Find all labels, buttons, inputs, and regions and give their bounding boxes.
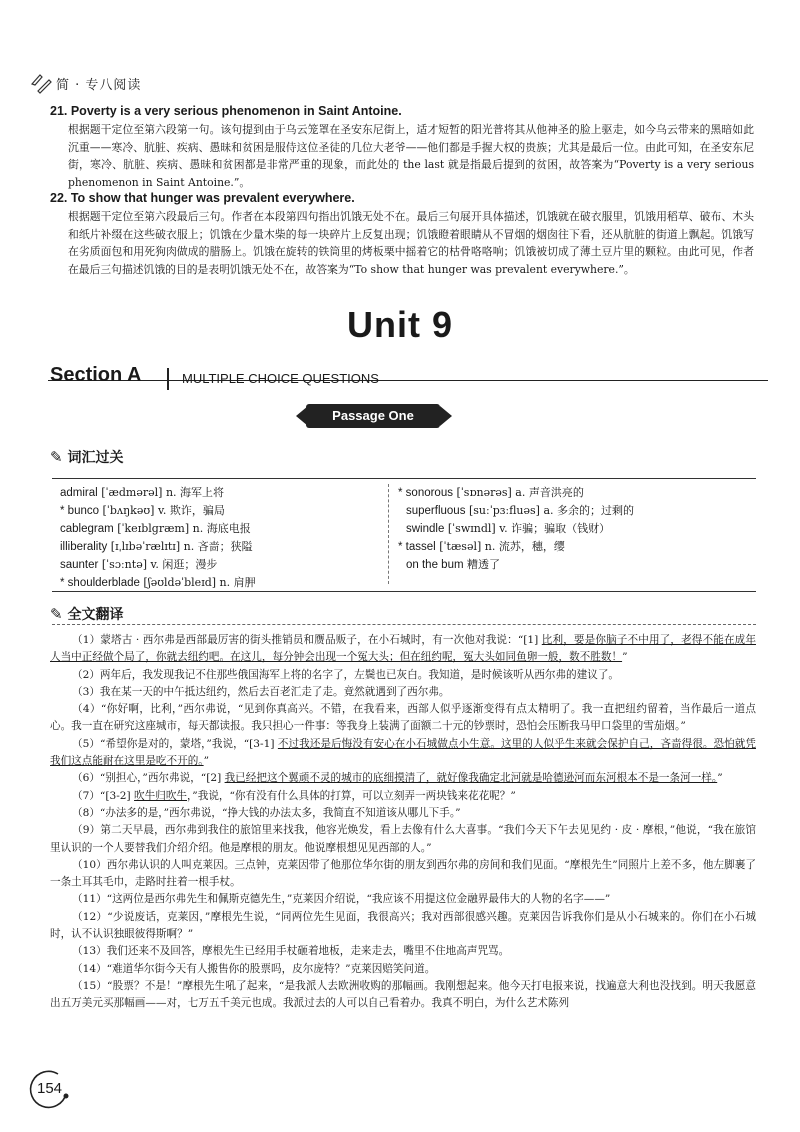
book-logo-icon [30,72,52,94]
question-21-title: 21. Poverty is a very serious phenomenon in Saint Antoine. [50,104,402,118]
page-number: 154 [37,1080,63,1097]
section-divider [48,380,768,381]
vocab-item: illiberality [ɪˌlɪbəˈrælɪtɪ] n. 吝啬；狭隘 [60,540,253,553]
vocab-heading: 词汇过关 [67,450,124,466]
vocab-item: superfluous [suːˈpɜːfluəs] a. 多余的；过剩的 [406,504,634,517]
pencil-icon: ✎ [50,448,63,466]
translation-heading: 全文翻译 [67,607,124,623]
question-22-explanation: 根据题干定位至第六段最后三句。作者在本段第四句指出饥饿无处不在。最后三句展开具体描述，饥饿就在破衣服里，饥饿用稻草、破布、木头和纸片补缀在这些破衣服上；饥饿在少量木柴的每一块碎片上反复出现；饥饿瞪着眼睛从不冒烟的烟囱往下看，还从肮脏的街道上飘起。饥饿写在劣质面包和用死狗肉做成的腊肠上。饥饿在旋转的铁筒里的烤板栗中摇着它的枯骨咯咯响；饥饿被切成了薄土豆片里的颗粒。由此可见，作者在最后三句描述饥饿的目的是表明饥饿无处不在，故答案为“To show that hunger was prevalent everywhere.”。 [68,210,754,276]
section-label: Section A [50,364,142,386]
question-21-explanation: 根据题干定位至第六段第一句。该句提到由于乌云笼罩在圣安东尼街上，适才短暂的阳光普将其从他神圣的脸上驱走，如今乌云带来的黑暗如此沉重——寒冷、肮脏、疾病、愚昧和贫困是服侍这位圣徒的几位大老爷——他们都是手握大权的贵族；尤其是最后一位。由此可知，在圣安东尼街，寒冷、肮脏、疾病、愚昧和贫困都是非常严重的现象，而此处的 the last 就是指最后提到的贫困，故答案为“Poverty is a very serious phenomenon in Saint Antoine.”。 [68,123,754,189]
paragraph: （15）“股票？不是！”摩根先生吼了起来，“是我派人去欧洲收购的那幅画。我刚想起来。他今天打电报来说，找遍意大利也没找到。明天我愿意出五万美元买那幅画——对，七万五千美元也成。我派过去的人可以自己看着办。我真不明白，为什么艺术陈列 [50,979,756,1010]
passage-banner: Passage One [306,404,440,428]
vocab-list-left [60,484,380,592]
vocab-item: * sonorous [ˈsɒnərəs] a. 声音洪亮的 [398,486,584,499]
vocab-item: * shoulderblade [ʃəʊldəˈbleɪd] n. 肩胛 [60,576,256,589]
vocab-item: swindle [ˈswɪndl] v. 诈骗；骗取（钱财） [406,522,611,535]
vocab-list-right [398,484,748,574]
paragraph: （11）“这两位是西尔弗先生和佩斯克德先生，”克莱因介绍说，“我应该不用提这位金融界最伟大的人物的名字——” [72,893,611,906]
pencil-icon: ✎ [50,605,63,623]
question-22-title: 22. To show that hunger was prevalent everywhere. [50,191,355,205]
translation-body [50,632,756,1013]
vocab-item: * bunco [ˈbʌŋkəʊ] v. 欺诈，骗局 [60,504,225,517]
paragraph: （13）我们还来不及回答，摩根先生已经用手杖砸着地板，走来走去，嘴里不住地高声咒骂。 [72,945,510,958]
vocab-item: admiral [ˈædmərəl] n. 海军上将 [60,486,225,499]
vocab-heading-row [50,447,123,467]
paragraph: （4）“你好啊，比利，”西尔弗说，“见到你真高兴。不错，在我看来，西部人似乎逐渐变得有点太精明了。我一直把纽约留着，当作最后一道点心。我一直在研究这座城市，每天都读报。我只担心一件事：等我身上装满了面额二十元的钞票时，恐怕会压断我马甲口袋里的雪茄烟。” [50,703,756,733]
translation-heading-row [50,604,123,624]
vocab-item: cablegram [ˈkeɪblgræm] n. 海底电报 [60,522,251,535]
passage-banner-right-arrow [440,406,452,426]
vocab-item: on the bum 糟透了 [406,558,501,571]
vocab-item: saunter [ˈsɔːntə] v. 闲逛；漫步 [60,558,218,571]
paragraph: （9）第二天早晨，西尔弗到我住的旅馆里来找我，他容光焕发，看上去像有什么大喜事。“我们今天下午去见见约 · 皮 · 摩根，”他说，“我在旅馆里认识的一个人要替我们介绍介绍。他是摩根的朋友。他说摩根想见见西部的人。” [50,824,756,854]
vocab-divider [388,484,389,584]
section-subtitle: MULTIPLE CHOICE QUESTIONS [182,371,379,386]
paragraph: （10）西尔弗认识的人叫克莱因。三点钟，克莱因带了他那位华尔街的朋友到西尔弗的房间和我们见面。“摩根先生”同照片上差不多，他左脚裹了一条土耳其毛巾，走路时拄着一根手杖。 [50,858,756,889]
paragraph: （3）我在某一天的中午抵达纽约，然后去百老汇走了走。竟然就遇到了西尔弗。 [72,685,450,698]
unit-title: Unit 9 [346,304,453,345]
paragraph: （8）“办法多的是，”西尔弗说，“挣大钱的办法太多，我简直不知道该从哪儿下手。” [72,806,461,819]
section-separator [167,368,169,390]
paragraph: （2）两年后，我发现我记不住那些俄国海军上将的名字了，左鬓也已灰白。我知道，是时候该听从西尔弗的建议了。 [72,668,620,681]
paragraph: （7）“[3-2] 吹牛归吹牛，”我说，“你有没有什么具体的打算，可以立刻弄一两块钱来花花呢？” [72,789,516,802]
paragraph: （1）蒙塔古 · 西尔弗是西部最厉害的街头推销员和赝品贩子，在小石城时，有一次他对我说：“[1] 比利，要是你脑子不中用了，老得不能在成年人当中正经做个局了，你就去纽约吧。在这儿，每分钟会出现一个冤大头；但在纽约呢，冤大头如同鱼卵一般，数不胜数！” [50,634,756,664]
paragraph: （12）“少说废话，克莱因，”摩根先生说，“同两位先生见面，我很高兴；我对西部很感兴趣。克莱因告诉我你们是从小石城来的。你们在小石城时，认不认识独眼彼得斯啊？” [50,910,756,941]
paragraph: （14）“难道华尔街今天有人搬售你的股票吗，皮尔庞特？”克莱因赔笑问道。 [72,962,436,975]
vocab-item: * tassel [ˈtæsəl] n. 流苏，穗，缨 [398,540,565,553]
paragraph: （6）“别担心，”西尔弗说，“[2] 我已经把这个翼顽不灵的城市的底细摸清了，就好像我确定北河就是哈德逊河而东河根本不是一条河一样。” [72,772,723,785]
dashed-divider [52,624,756,625]
header-title: 简 · 专八阅读 [56,78,142,93]
paragraph: （5）“希望你是对的，蒙塔，”我说，“[3-1] 不过我还是后悔没有安心在小石城做点小生意。这里的人似乎生来就会保护自己，吝啬得很。恐怕就凭我们这点能耐在这里是吃不开的。” [50,737,756,768]
